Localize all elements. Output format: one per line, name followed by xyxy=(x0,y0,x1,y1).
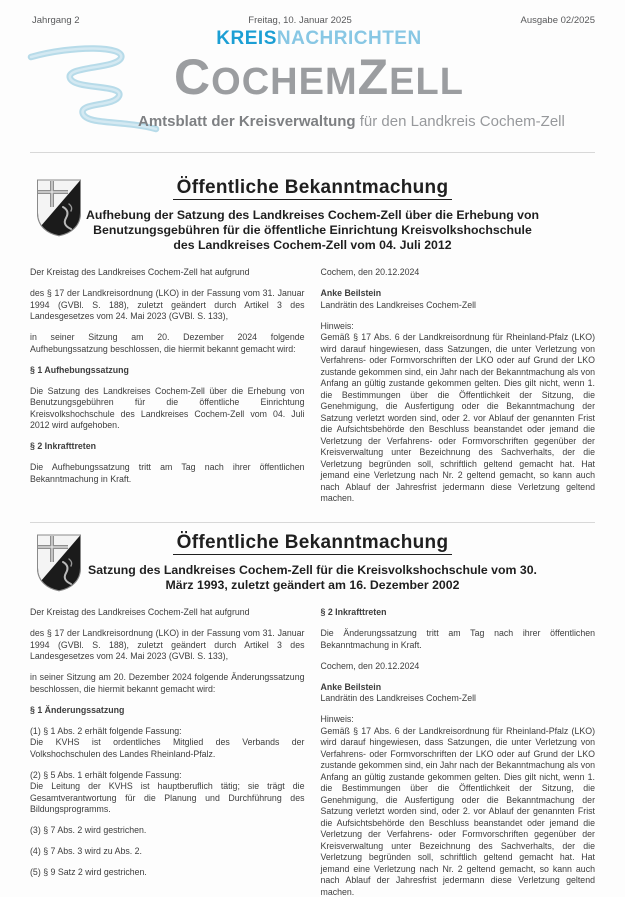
paragraph: Landrätin des Landkreises Cochem-Zell xyxy=(320,693,476,703)
volume-label: Jahrgang 2 xyxy=(32,15,80,26)
section-columns xyxy=(30,607,595,908)
wordmark-initial-1: C xyxy=(174,49,212,105)
paragraph: Gemäß § 17 Abs. 6 der Landkreisordnung für Rheinland-Pfalz (LKO) wird darauf hingewiesen, dass Satzungen, die unter Verletzung von Verfahrens- oder Formvorschriften der LKO oder auf Grund der LKO zustande gekommen sind, ein Jahr nach der Bekanntmachung als von Anfang an gültig zustande gekommen gelten. Dies gilt nicht, wenn 1. die Bestimmungen über die Öffentlichkeit der Sitzung, die Genehmigung, die Ausfertigung oder die Bekanntmachung der Satzung verletzt worden sind, oder 2. vor Ablauf der genannten Frist die Aufsichtsbehörde den Beschluss beanstandet oder jemand die Verletzung der Verfahrens- oder Formvorschriften gegenüber der Kreisverwaltung unter Bezeichnung des Sachverhalts, der die Verletzung begründen soll, schriftlich geltend gemacht hat. Hat jemand eine Verletzung nach Nr. 2 geltend gemacht, so kann auch nach Ablauf der Jahresfrist jedermann diese Verletzung geltend machen. xyxy=(320,725,595,897)
masthead xyxy=(0,0,625,153)
paragraph: Die Leitung der KVHS ist hauptberuflich tätig; sie trägt die Gesamtverantwortung für die Planung und Durchführung des Bildungsprogramms. xyxy=(30,781,305,814)
section-subtitle: Aufhebung der Satzung des Landkreises Cochem-Zell über die Erhebung von Benutzungsgebühren für die öffentliche Einrichtung Kreisvolkshochschule des Landkreises Cochem-Zell vom 04. Juli 2012 xyxy=(86,208,539,252)
paragraph: Cochem, den 20.12.2024 xyxy=(320,660,420,671)
right-column xyxy=(321,607,596,908)
paragraph: (3) § 7 Abs. 2 wird gestrichen. xyxy=(30,825,147,835)
paragraph: § 1 Änderungssatzung xyxy=(30,704,125,715)
section-heading: Öffentliche Bekanntmachung xyxy=(30,532,595,554)
paragraph: in seiner Sitzung am 20. Dezember 2024 folgende Aufhebungssatzung beschlossen, die hiermit bekannt gemacht wird: xyxy=(30,332,305,354)
brand-kreis: KREIS xyxy=(216,28,277,49)
paragraph: Die Aufhebungssatzung tritt am Tag nach ihrer öffentlichen Bekanntmachung in Kraft. xyxy=(30,462,305,484)
paragraph: des § 17 der Landkreisordnung (LKO) in der Fassung vom 31. Januar 1994 (GVBl. S. 188), zuletzt geändert durch Artikel 3 des Landesgesetzes vom 24. Mai 2023 (GVBl. S. 133), xyxy=(30,628,305,661)
paragraph: § 2 Inkrafttreten xyxy=(30,441,96,451)
paragraph: Die Änderungssatzung tritt am Tag nach ihrer öffentlichen Bekanntmachung in Kraft. xyxy=(320,628,595,650)
paragraph: Anke Beilstein xyxy=(320,681,382,692)
masthead-subtitle-light: für den Landkreis Cochem-Zell xyxy=(355,113,565,130)
paragraph: Landrätin des Landkreises Cochem-Zell xyxy=(320,299,476,310)
masthead-divider xyxy=(30,152,595,153)
paragraph: (2) § 5 Abs. 1 erhält folgende Fassung: xyxy=(30,769,182,780)
paragraph: in seiner Sitzung am 20. Dezember 2024 folgende Änderungssatzung beschlossen, die hiermit bekannt gemacht wird: xyxy=(30,672,305,694)
coat-of-arms-icon xyxy=(36,534,82,592)
brand-cochemzell xyxy=(138,48,500,111)
section-divider xyxy=(30,522,595,523)
paragraph: § 2 Inkrafttreten xyxy=(320,607,387,617)
paragraph: Anke Beilstein xyxy=(320,288,382,298)
issue-number: Ausgabe 02/2025 xyxy=(520,15,595,26)
masthead-subtitle xyxy=(138,113,565,130)
paragraph: Der Kreistag des Landkreises Cochem-Zell hat aufgrund xyxy=(30,607,250,617)
left-column xyxy=(30,267,305,514)
section-columns xyxy=(30,267,595,514)
paragraph: Die Satzung des Landkreises Cochem-Zell über die Erhebung von Benutzungsgebühren für die öffentliche Einrichtung Kreisvolkshochschule des Landkreises Cochem-Zell vom 04. Juli 2012 wird aufgehoben. xyxy=(30,385,305,430)
brand-nachrichten: NACHRICHTEN xyxy=(276,28,422,49)
announcement-section-2 xyxy=(0,532,625,908)
paragraph: des § 17 der Landkreisordnung (LKO) in der Fassung vom 31. Januar 1994 (GVBl. S. 188), zuletzt geändert durch Artikel 3 des Landesgesetzes vom 24. Mai 2023 (GVBl. S. 133), xyxy=(30,288,305,321)
right-column xyxy=(321,267,596,514)
coat-of-arms-icon xyxy=(36,179,82,237)
masthead-subtitle-bold: Amtsblatt der Kreisverwaltung xyxy=(138,113,356,130)
paragraph: Die KVHS ist ordentliches Mitglied des Verbands der Volkshochschulen des Landes Rheinland-Pfalz. xyxy=(30,737,305,759)
wordmark-initial-2: Z xyxy=(357,49,390,105)
logo-block xyxy=(0,28,625,144)
issue-date: Freitag, 10. Januar 2025 xyxy=(248,15,352,26)
paragraph: (1) § 1 Abs. 2 erhält folgende Fassung: xyxy=(30,725,182,736)
paragraph: Hinweis: xyxy=(320,320,354,331)
paragraph: § 1 Aufhebungssatzung xyxy=(30,364,129,375)
brand-kreisnachrichten xyxy=(138,28,500,50)
paragraph: (5) § 9 Satz 2 wird gestrichen. xyxy=(30,867,147,877)
announcement-section-1 xyxy=(0,177,625,523)
masthead-topline xyxy=(0,0,625,26)
left-column xyxy=(30,607,305,908)
wordmark-part-1: OCHEM xyxy=(211,61,358,103)
paragraph: Cochem, den 20.12.2024 xyxy=(320,267,420,277)
paragraph: (4) § 7 Abs. 3 wird zu Abs. 2. xyxy=(30,846,142,856)
section-subtitle: Satzung des Landkreises Cochem-Zell für die Kreisvolkshochschule vom 30. März 1993, zuletzt geändert am 16. Dezember 2002 xyxy=(88,563,537,592)
logo-text xyxy=(138,28,565,130)
paragraph: Der Kreistag des Landkreises Cochem-Zell hat aufgrund xyxy=(30,267,250,277)
paragraph: Hinweis: xyxy=(320,714,354,724)
wordmark-part-2: ELL xyxy=(389,61,464,103)
paragraph: Gemäß § 17 Abs. 6 der Landkreisordnung für Rheinland-Pfalz (LKO) wird darauf hingewiesen, dass Satzungen, die unter Verletzung von Verfahrens- oder Formvorschriften der LKO oder auf Grund der LKO zustande gekommen sind, ein Jahr nach der Bekanntmachung als von Anfang an gültig zustande gekommen gelten. Dies gilt nicht, wenn 1. die Bestimmungen über die Öffentlichkeit der Sitzung, die Genehmigung, die Ausfertigung oder die Bekanntmachung der Satzung verletzt worden sind, oder 2. vor Ablauf der genannten Frist die Aufsichtsbehörde den Beschluss beanstandet oder jemand die Verletzung der Verfahrens- oder Formvorschriften gegenüber der Kreisverwaltung unter Bezeichnung des Sachverhalts, der die Verletzung begründen soll, schriftlich geltend gemacht hat. Hat jemand eine Verletzung nach Nr. 2 geltend gemacht, so kann auch nach Ablauf der Jahresfrist jedermann diese Verletzung geltend machen. xyxy=(320,332,595,503)
section-heading: Öffentliche Bekanntmachung xyxy=(30,177,595,199)
